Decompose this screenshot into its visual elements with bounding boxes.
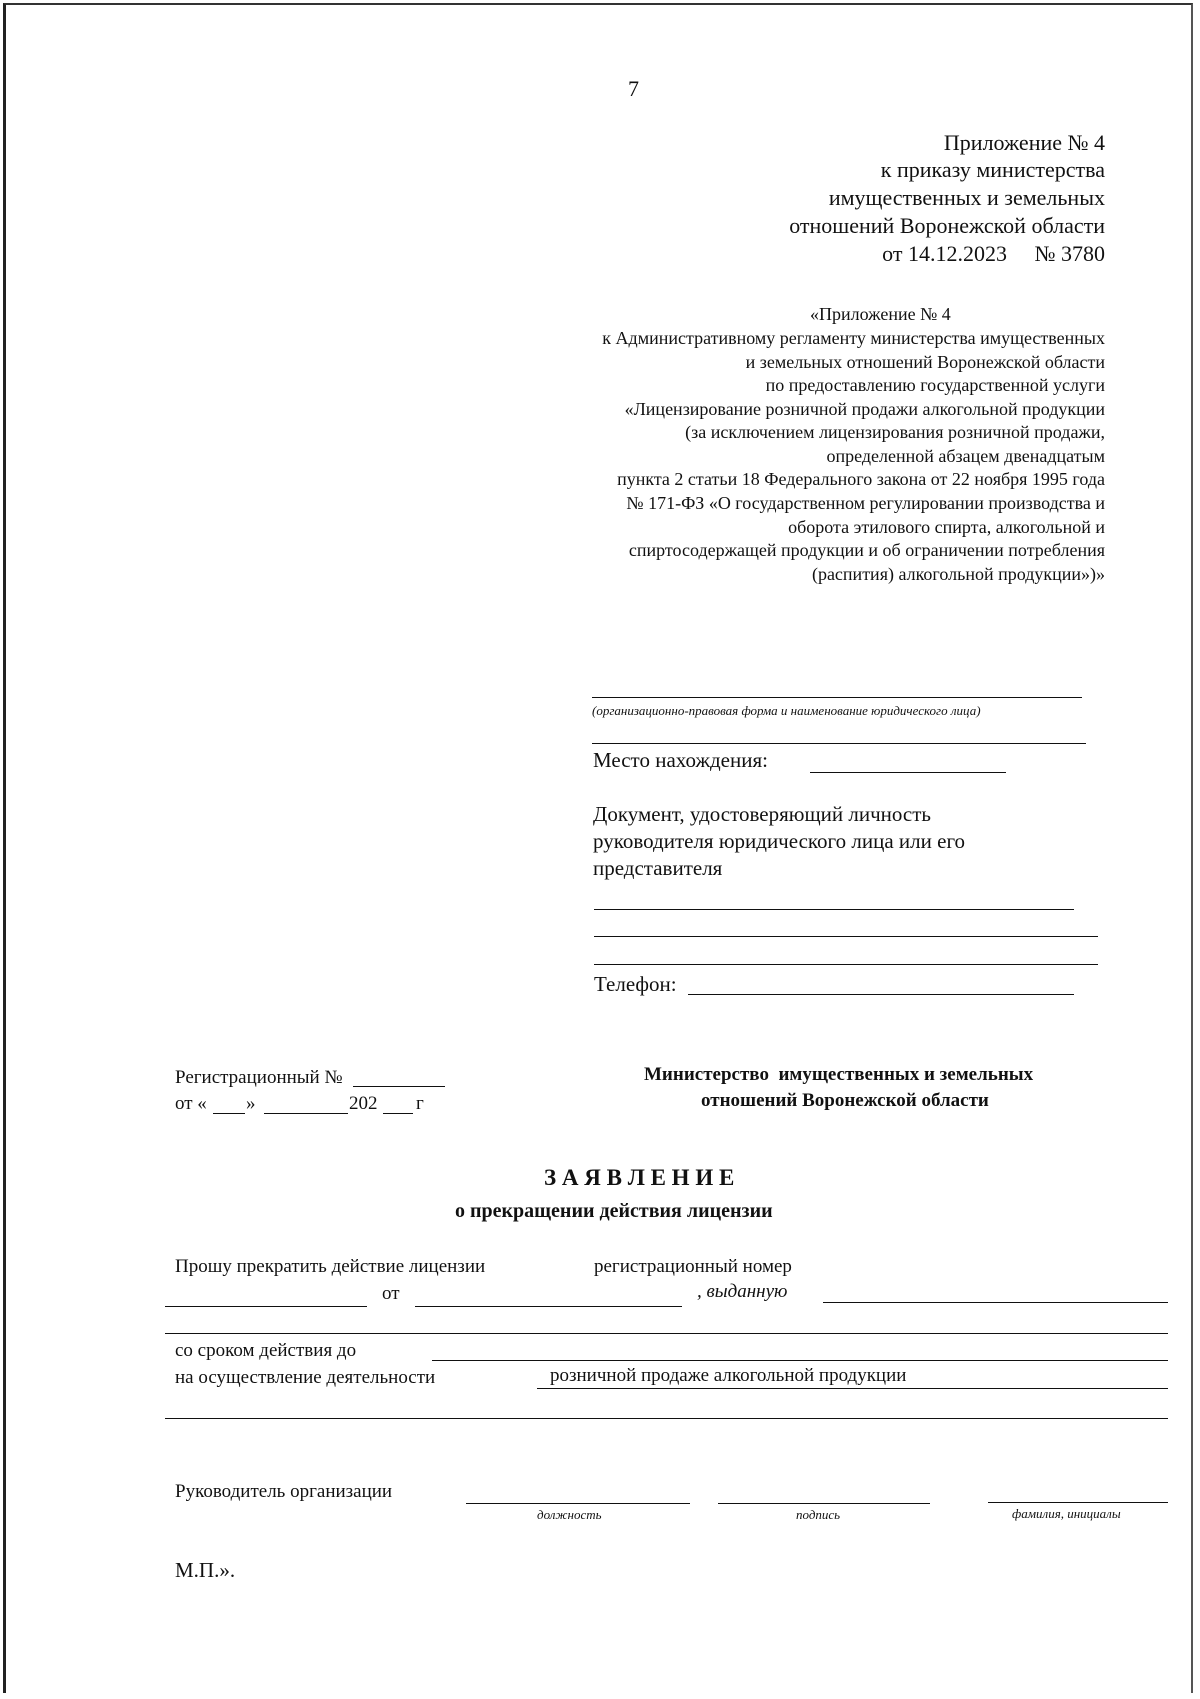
reg-number-label: регистрационный номер: [594, 1256, 792, 1277]
term-field[interactable]: [432, 1360, 1168, 1361]
term-label: со сроком действия до: [175, 1340, 357, 1361]
license-date-field[interactable]: [415, 1306, 682, 1307]
id-doc-field-2[interactable]: [594, 936, 1098, 937]
regulation-line: и земельных отношений Воронежской области: [745, 352, 1105, 372]
appendix-line: отношений Воронежской области: [789, 213, 1105, 238]
phone-field[interactable]: [688, 994, 1074, 995]
regulation-line: «Лицензирование розничной продажи алкогольной продукции: [624, 399, 1105, 419]
activity-value[interactable]: розничной продаже алкогольной продукции: [550, 1365, 907, 1386]
phone-label: Телефон:: [594, 972, 677, 996]
id-doc-field-3[interactable]: [594, 964, 1098, 965]
location-field[interactable]: [810, 772, 1006, 773]
head-label: Руководитель организации: [175, 1481, 393, 1502]
registration-year-suffix: г: [416, 1093, 424, 1114]
from-label: от: [382, 1283, 400, 1304]
org-name-field-2[interactable]: [592, 743, 1086, 744]
id-doc-line: руководителя юридического лица или его: [593, 829, 966, 853]
activity-label: на осуществление деятельности: [175, 1367, 436, 1388]
registration-year-field[interactable]: [383, 1113, 413, 1114]
registration-from-prefix: от «: [175, 1093, 207, 1114]
regulation-line: к Административному регламенту министерства имущественных: [602, 328, 1105, 348]
position-field[interactable]: [466, 1503, 690, 1504]
position-caption: должность: [537, 1507, 602, 1522]
org-caption: (организационно-правовая форма и наименование юридического лица): [592, 703, 981, 718]
location-label: Место нахождения:: [593, 748, 768, 772]
document-subtitle: о прекращении действия лицензии: [455, 1200, 773, 1222]
regulation-line: (распития) алкогольной продукции»)»: [811, 564, 1105, 584]
registration-month-field[interactable]: [264, 1113, 348, 1114]
id-doc-field-1[interactable]: [594, 909, 1074, 910]
regulation-line: по предоставлению государственной услуги: [765, 375, 1105, 395]
name-field[interactable]: [988, 1502, 1168, 1503]
page-number: 7: [628, 76, 639, 101]
regulation-line: спиртосодержащей продукции и об ограничении потребления: [628, 540, 1105, 560]
regulation-line: определенной абзацем двенадцатым: [826, 446, 1105, 466]
id-doc-line: представителя: [593, 856, 723, 880]
regulation-line: оборота этилового спирта, алкогольной и: [788, 517, 1105, 537]
signature-field[interactable]: [718, 1503, 930, 1504]
recipient-line: отношений Воронежской области: [701, 1090, 989, 1111]
regulation-line: (за исключением лицензирования розничной продажи,: [685, 422, 1105, 442]
registration-number-label: Регистрационный №: [175, 1067, 343, 1088]
issued-label: , выданную: [697, 1281, 788, 1302]
regulation-line: «Приложение № 4: [810, 304, 951, 324]
activity-field-2[interactable]: [165, 1418, 1168, 1419]
license-number-field[interactable]: [165, 1306, 367, 1307]
issued-by-field[interactable]: [823, 1302, 1168, 1303]
registration-number-field[interactable]: [353, 1086, 445, 1087]
name-caption: фамилия, инициалы: [1012, 1506, 1121, 1521]
activity-field[interactable]: [537, 1388, 1168, 1389]
appendix-line: Приложение № 4: [943, 130, 1105, 155]
appendix-line: к приказу министерства: [880, 157, 1105, 182]
regulation-line: пункта 2 статьи 18 Федерального закона от 22 ноября 1995 года: [617, 469, 1105, 489]
recipient-line: Министерство имущественных и земельных: [644, 1064, 1034, 1085]
issued-by-field-2[interactable]: [165, 1333, 1168, 1334]
stamp-mark: М.П.».: [175, 1558, 236, 1582]
appendix-line: от 14.12.2023 № 3780: [882, 241, 1105, 266]
registration-year-prefix: 202: [349, 1093, 378, 1114]
registration-day-field[interactable]: [213, 1113, 245, 1114]
regulation-line: № 171-ФЗ «О государственном регулировании производства и: [626, 493, 1105, 513]
document-title: З А Я В Л Е Н И Е: [544, 1165, 735, 1190]
appendix-line: имущественных и земельных: [828, 185, 1105, 210]
registration-from-mid: »: [246, 1093, 256, 1114]
org-name-field[interactable]: [592, 697, 1082, 698]
id-doc-line: Документ, удостоверяющий личность: [593, 802, 931, 826]
signature-caption: подпись: [796, 1507, 841, 1522]
request-line1: Прошу прекратить действие лицензии: [175, 1256, 486, 1277]
